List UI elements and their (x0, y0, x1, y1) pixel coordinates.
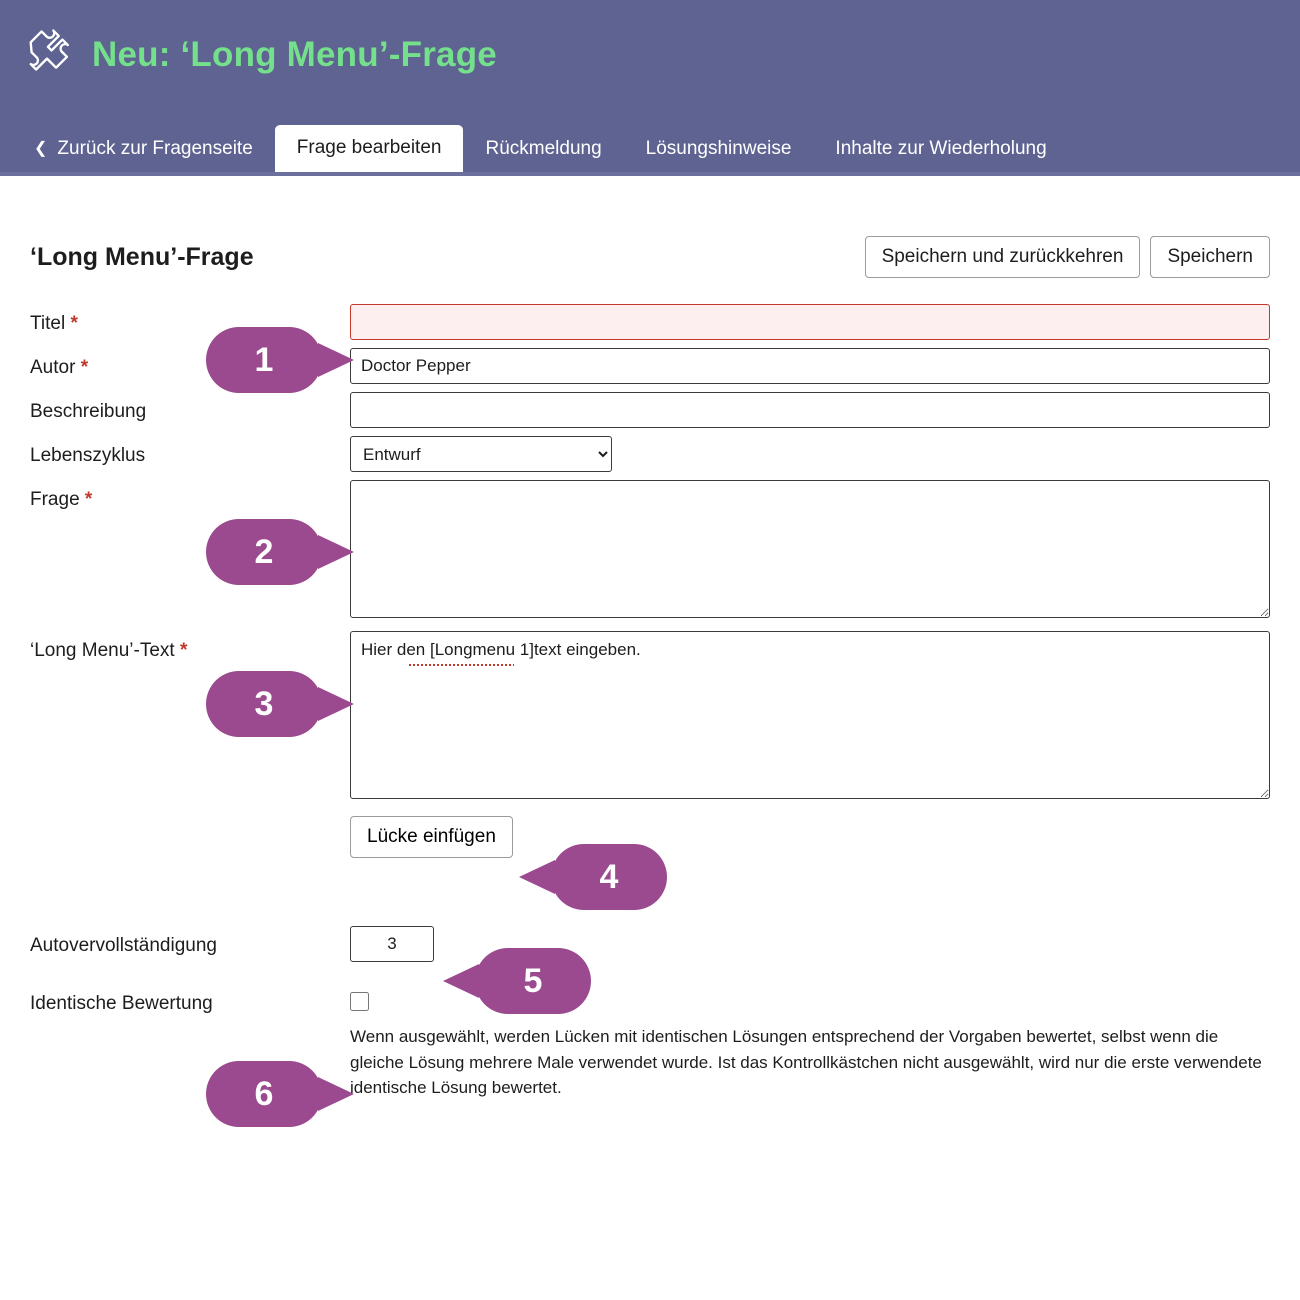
field-label-frage (30, 480, 350, 511)
tab-solution-hints[interactable] (624, 128, 814, 172)
save-and-return-button[interactable]: Speichern und zurückkehren (865, 236, 1141, 278)
page-title: Neu: ‘Long Menu’-Frage (92, 35, 497, 74)
field-control-identical-scoring (350, 984, 1270, 1101)
field-control-beschreibung (350, 392, 1270, 428)
beschreibung-input[interactable] (350, 392, 1270, 428)
field-label-identical-scoring (30, 984, 350, 1015)
label-text: Autovervollständigung (30, 935, 217, 956)
identical-scoring-checkbox[interactable] (350, 992, 369, 1011)
field-label-titel (30, 304, 350, 335)
field-frage (30, 480, 1270, 623)
field-control-lebenszyklus (350, 436, 1270, 472)
callout-number: 4 (551, 844, 667, 910)
tab-edit-question[interactable] (275, 125, 464, 172)
required-marker: * (84, 489, 93, 510)
question-form (30, 304, 1270, 1101)
field-autor (30, 348, 1270, 384)
field-control-titel (350, 304, 1270, 340)
field-titel (30, 304, 1270, 340)
tab-bar (0, 110, 1300, 172)
field-label-longmenu-text (30, 631, 350, 662)
label-text: Beschreibung (30, 401, 147, 422)
frage-textarea[interactable] (350, 480, 1270, 618)
app-header (0, 0, 1300, 110)
required-marker: * (70, 313, 78, 334)
field-control-longmenu-text (350, 631, 1270, 858)
required-marker: * (179, 640, 188, 661)
insert-gap-row (350, 816, 1270, 858)
label-text: Titel (30, 313, 66, 334)
autocomplete-input[interactable] (350, 926, 434, 962)
longmenu-textarea[interactable] (350, 631, 1270, 799)
field-control-autor (350, 348, 1270, 384)
field-label-beschreibung (30, 392, 350, 423)
field-autocomplete (30, 926, 1270, 962)
lebenszyklus-select[interactable] (350, 436, 612, 472)
identical-scoring-help-text: Wenn ausgewählt, werden Lücken mit identischen Lösungen entsprechend der Vorgaben bewertet, selbst wenn die gleiche Lösung mehrere Male verwendet wurde. Ist das Kontrollkästchen nicht ausgewählt, wird nur die erste verwendete identische Lösung bewertet. (350, 1027, 1262, 1097)
section-header (30, 236, 1270, 278)
field-label-lebenszyklus (30, 436, 350, 467)
form-action-buttons (865, 236, 1270, 278)
autor-input[interactable] (350, 348, 1270, 384)
save-button[interactable]: Speichern (1150, 236, 1270, 278)
label-text: Frage (30, 489, 80, 510)
tab-label: Rückmeldung (485, 138, 602, 159)
field-label-autor (30, 348, 350, 379)
tab-label: Zurück zur Fragenseite (57, 138, 253, 159)
label-text: Identische Bewertung (30, 993, 213, 1014)
titel-input[interactable] (350, 304, 1270, 340)
puzzle-piece-icon (18, 26, 76, 84)
tab-label: Inhalte zur Wiederholung (835, 138, 1047, 159)
field-label-autocomplete (30, 926, 350, 957)
field-control-frage (350, 480, 1270, 623)
callout-number: 6 (206, 1061, 322, 1127)
tab-label: Frage bearbeiten (296, 137, 442, 158)
tab-review-content[interactable] (813, 128, 1068, 172)
section-title: ‘Long Menu’-Frage (30, 242, 254, 271)
tab-back-to-questions[interactable] (18, 128, 275, 172)
tab-label: Lösungshinweise (645, 138, 792, 159)
tab-feedback[interactable] (463, 128, 623, 172)
chevron-left-icon: ❮ (34, 139, 48, 157)
callout-number: 3 (206, 671, 322, 737)
callout-number: 2 (206, 519, 322, 585)
label-text: Lebenszyklus (30, 445, 146, 466)
callout-number: 1 (206, 327, 322, 393)
field-identical-scoring (30, 984, 1270, 1101)
field-control-autocomplete (350, 926, 1270, 962)
field-longmenu-text (30, 631, 1270, 858)
field-beschreibung (30, 392, 1270, 428)
main-content (0, 236, 1300, 1101)
required-marker: * (80, 357, 89, 378)
header-divider (0, 172, 1300, 176)
insert-gap-button[interactable]: Lücke einfügen (350, 816, 513, 858)
label-text: Autor (30, 357, 76, 378)
field-lebenszyklus (30, 436, 1270, 472)
callout-number: 5 (475, 948, 591, 1014)
label-text: ‘Long Menu’-Text (30, 640, 175, 661)
